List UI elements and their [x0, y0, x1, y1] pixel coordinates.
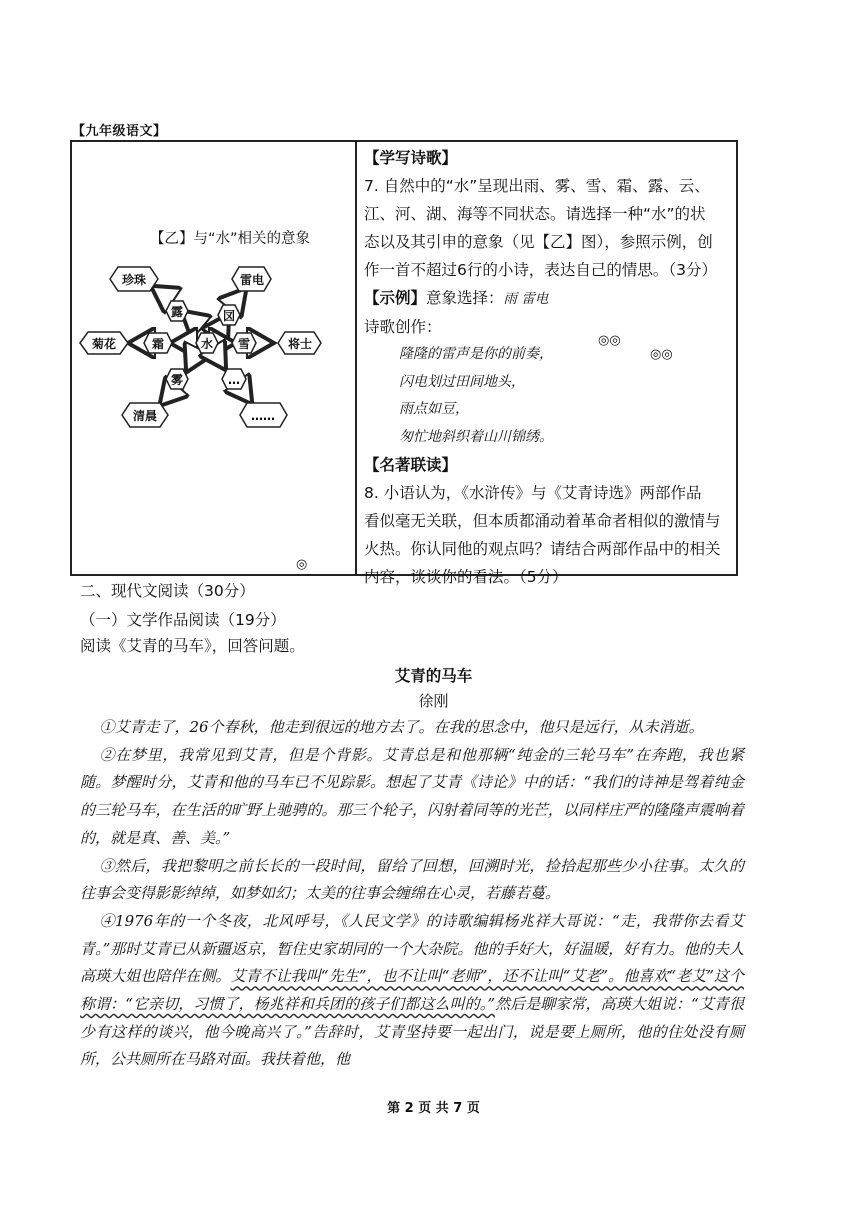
poem-line-3: 雨点如豆，	[399, 401, 469, 417]
svg-text:……: ……	[251, 409, 275, 423]
diagram-title: 【乙】与“水”相关的意象	[149, 231, 311, 247]
q7-line-1: 7. 自然中的“水”呈现出雨、雾、雪、霜、露、云、	[364, 177, 710, 195]
stray-mark: ◎	[296, 557, 308, 572]
q7-line-4: 作一首不超过6行的小诗，表达自己的情思。（3分）	[364, 261, 717, 279]
example-choice: 雨 雷电	[503, 291, 549, 307]
poem	[364, 341, 734, 451]
center-label: 水	[200, 337, 214, 351]
page-footer: 第 2 页 共 7 页	[387, 1101, 480, 1116]
q8-line-4: 内容，谈谈你的看法。（5分）	[364, 568, 568, 586]
svg-text:雪: 雪	[237, 337, 251, 351]
annotation-mark-2: ◎◎	[650, 347, 673, 362]
box-divider	[355, 140, 357, 576]
q7-line-3: 态以及其引申的意象（见【乙】图），参照示例，创	[364, 233, 713, 251]
example-line	[364, 284, 734, 313]
svg-text:雾: 雾	[170, 373, 184, 387]
paragraph-4-part-2: 然后是聊家常，高瑛大姐说：“艾青很少有这样的谈兴，他今晚高兴了。”告辞时，艾青坚持要一起出门，说是要上厕所，他的住处没有厕所，公共厕所在马路对面。我扶着他，他	[80, 995, 745, 1069]
paragraph-2: ②在梦里，我常见到艾青，但是个背影。艾青总是和他那辆“纯金的三轮马车”在奔跑，我也紧随。梦醒时分，艾青和他的马车已不见踪影。想起了艾青《诗论》中的话：“我们的诗神是驾着纯金的三轮马车，在生活的旷野上驰骋的。那三个轮子，闪射着同等的光芒，以同样庄严的隆隆声震响着的，就是真、善、美。”	[80, 745, 744, 847]
svg-text:露: 露	[170, 305, 184, 319]
subject-tag: 【九年级语文】	[72, 124, 167, 139]
water-imagery-diagram	[72, 255, 352, 435]
svg-text:将士: 将士	[287, 337, 313, 351]
q8-line-3: 火热。你认同他的观点吗？请结合两部作品中的相关	[364, 540, 721, 558]
svg-text:菊花: 菊花	[91, 337, 117, 351]
right-column	[364, 144, 734, 591]
paragraph-4-part-1: ④1976年的一个冬夜，北风呼号，《人民文学》的诗歌编辑杨兆祥大哥说：“走，我带你去看艾青。”那时艾青已从新疆返京，暂住史家胡同的一个大杂院。他的手好大，好温暖，好有力。他的夫人高瑛大姐也陪伴在侧。	[80, 911, 744, 986]
poem-line-4: 匆忙地斜织着山川锦绣。	[399, 428, 553, 445]
q8-line-1: 8. 小语认为，《水浒传》与《艾青诗选》两部作品	[364, 484, 702, 502]
section-heading: 二、现代文阅读（30分）	[80, 582, 255, 600]
section-write-poetry: 【学写诗歌】	[364, 149, 458, 167]
subsection-heading: （一）文学作品阅读（19分）	[80, 611, 286, 629]
svg-text:㘝: 㘝	[222, 309, 236, 323]
section-classics: 【名著联读】	[364, 456, 458, 474]
poem-line-2: 闪电划过田间地头，	[399, 373, 525, 390]
svg-text:珍珠: 珍珠	[121, 273, 147, 287]
article-author: 徐刚	[418, 692, 449, 710]
article-body	[80, 714, 744, 1074]
article-title: 艾青的马车	[394, 667, 473, 685]
q7-line-2: 江、河、湖、海等不同状态。请选择一种“水”的状	[364, 205, 706, 223]
annotation-mark-1: ◎◎	[598, 333, 621, 348]
svg-text:雷电: 雷电	[239, 273, 265, 287]
svg-text:…: …	[228, 373, 240, 387]
paragraph-4-underlined: 艾青不让我叫“先生”，也不让叫“老师”，还不让叫“艾老”。他喜欢“老艾”这个称谓：“它亲切，习惯了，杨兆祥和兵团的孩子们都这么叫的。”	[80, 967, 744, 1014]
paragraph-1: ①艾青走了，26个春秋，他走到很远的地方去了。在我的思念中，他只是远行，从未消逝。	[99, 718, 704, 736]
svg-text:霜: 霜	[151, 337, 165, 351]
poem-line-1: 隆隆的雷声是你的前奏，	[399, 346, 553, 362]
example-text: 意象选择：	[426, 289, 504, 307]
q8-line-2: 看似毫无关联，但本质都涌动着革命者相似的激情与	[364, 512, 721, 530]
paragraph-3: ③然后，我把黎明之前长长的一段时间，留给了回想，回溯时光，捡拾起那些少小往事。太久的往事会变得影影绰绰，如梦如幻；太美的往事会缠绵在心灵，若藤若蔓。	[80, 856, 744, 903]
reading-instruction: 阅读《艾青的马车》，回答问题。	[80, 637, 305, 655]
svg-text:清晨: 清晨	[132, 409, 158, 423]
example-label: 【示例】	[364, 289, 427, 307]
poem-label: 诗歌创作：	[364, 318, 442, 336]
paragraph-4	[80, 908, 744, 1074]
